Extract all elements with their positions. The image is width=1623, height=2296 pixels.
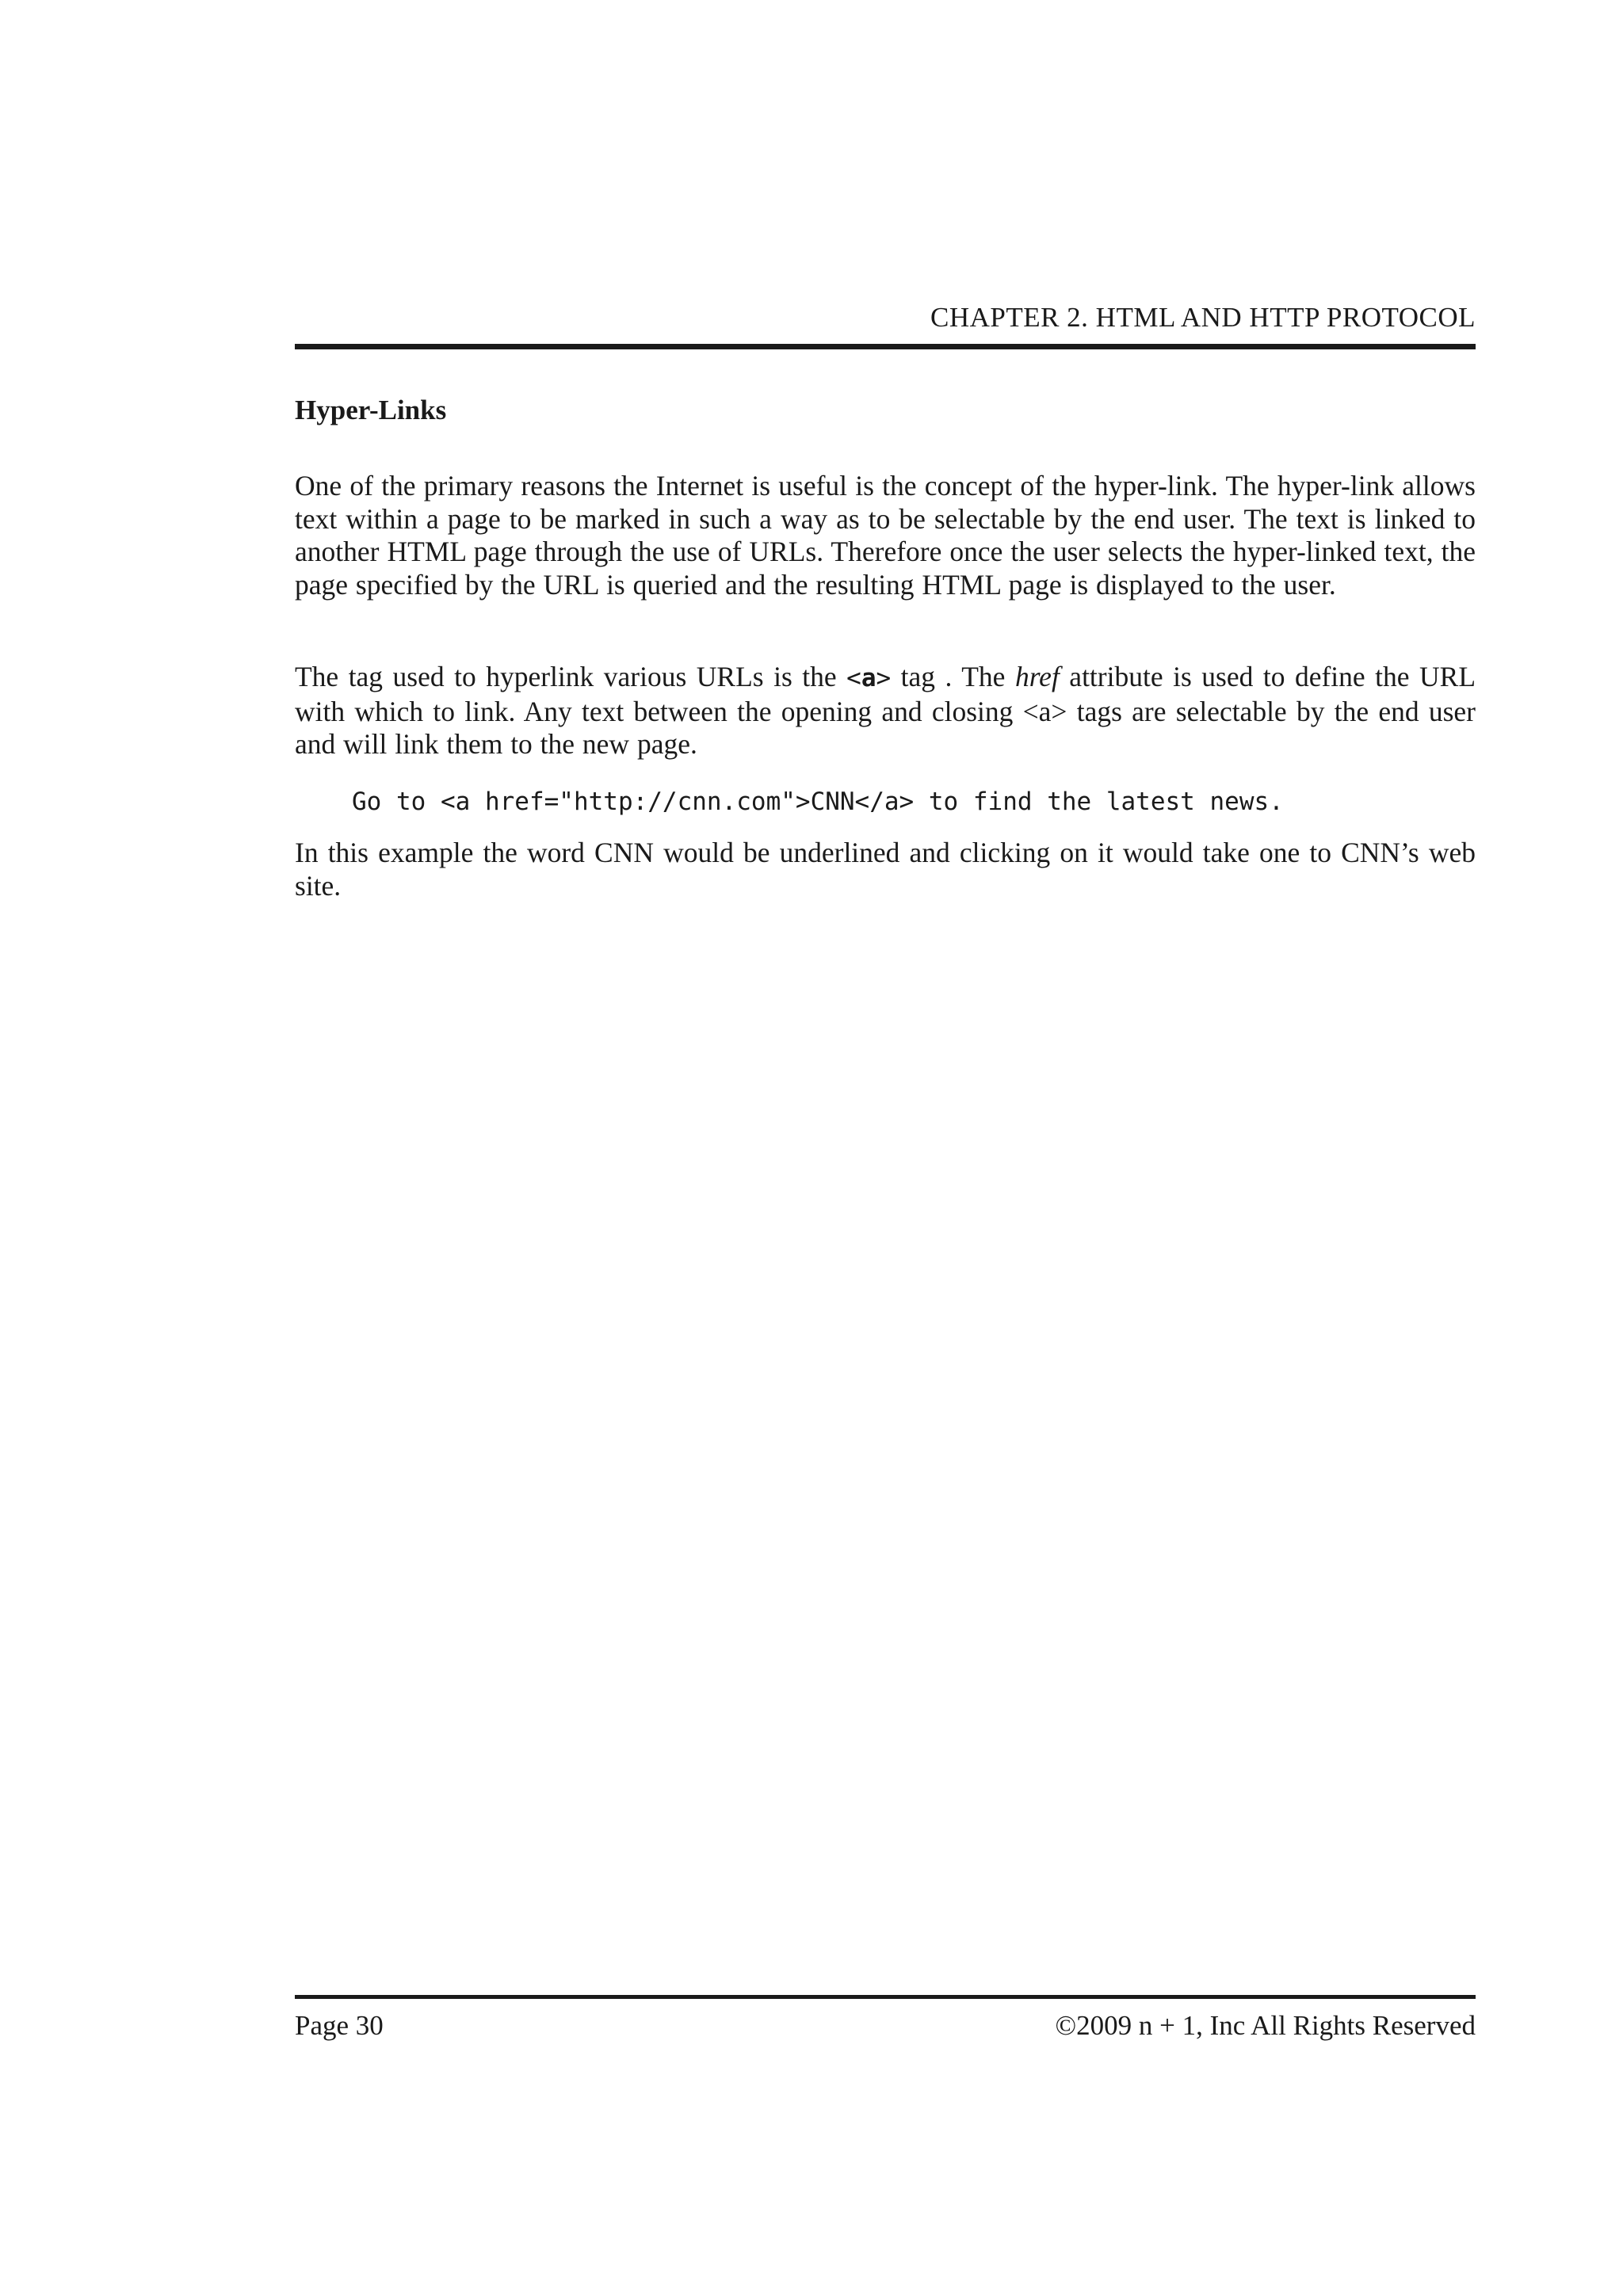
tag-name: a	[861, 664, 876, 692]
paragraph-example-explanation: In this example the word CNN would be underlined and clicking on it would take one to CNN’s web site.	[295, 837, 1476, 902]
tag-bracket-close: >	[876, 664, 892, 692]
paragraph-text: The tag used to hyperlink various URLs is the	[295, 661, 847, 692]
footer-rule	[295, 1995, 1476, 1999]
attribute-name: href	[1014, 661, 1060, 692]
inline-code-tag	[846, 664, 891, 692]
paragraph-anchor-tag	[295, 661, 1476, 761]
section-heading: Hyper-Links	[295, 395, 447, 425]
paragraph-text: tag . The	[891, 661, 1015, 692]
paragraph-text: attribute is used to define the URL with which to link. Any text between the opening and closing <a> tags are selectable by the end user and will link them to the new page.	[295, 661, 1476, 760]
copyright-notice: ©2009 n + 1, Inc All Rights Reserved	[1055, 2010, 1476, 2041]
code-example: Go to <a href="http://cnn.com">CNN</a> to find the latest news.	[352, 788, 1284, 816]
header-rule	[295, 344, 1476, 349]
tag-bracket-open: <	[846, 664, 861, 692]
paragraph-intro: One of the primary reasons the Internet is useful is the concept of the hyper-link. The hyper-link allows text within a page to be marked in such a way as to be selectable by the end user. The text is linked to another HTML page through the use of URLs. Therefore once the user selects the hyper-linked text, the page specified by the URL is queried and the resulting HTML page is displayed to the user.	[295, 470, 1476, 601]
page-number: Page 30	[295, 2010, 384, 2041]
running-header: CHAPTER 2. HTML AND HTTP PROTOCOL	[930, 302, 1476, 333]
